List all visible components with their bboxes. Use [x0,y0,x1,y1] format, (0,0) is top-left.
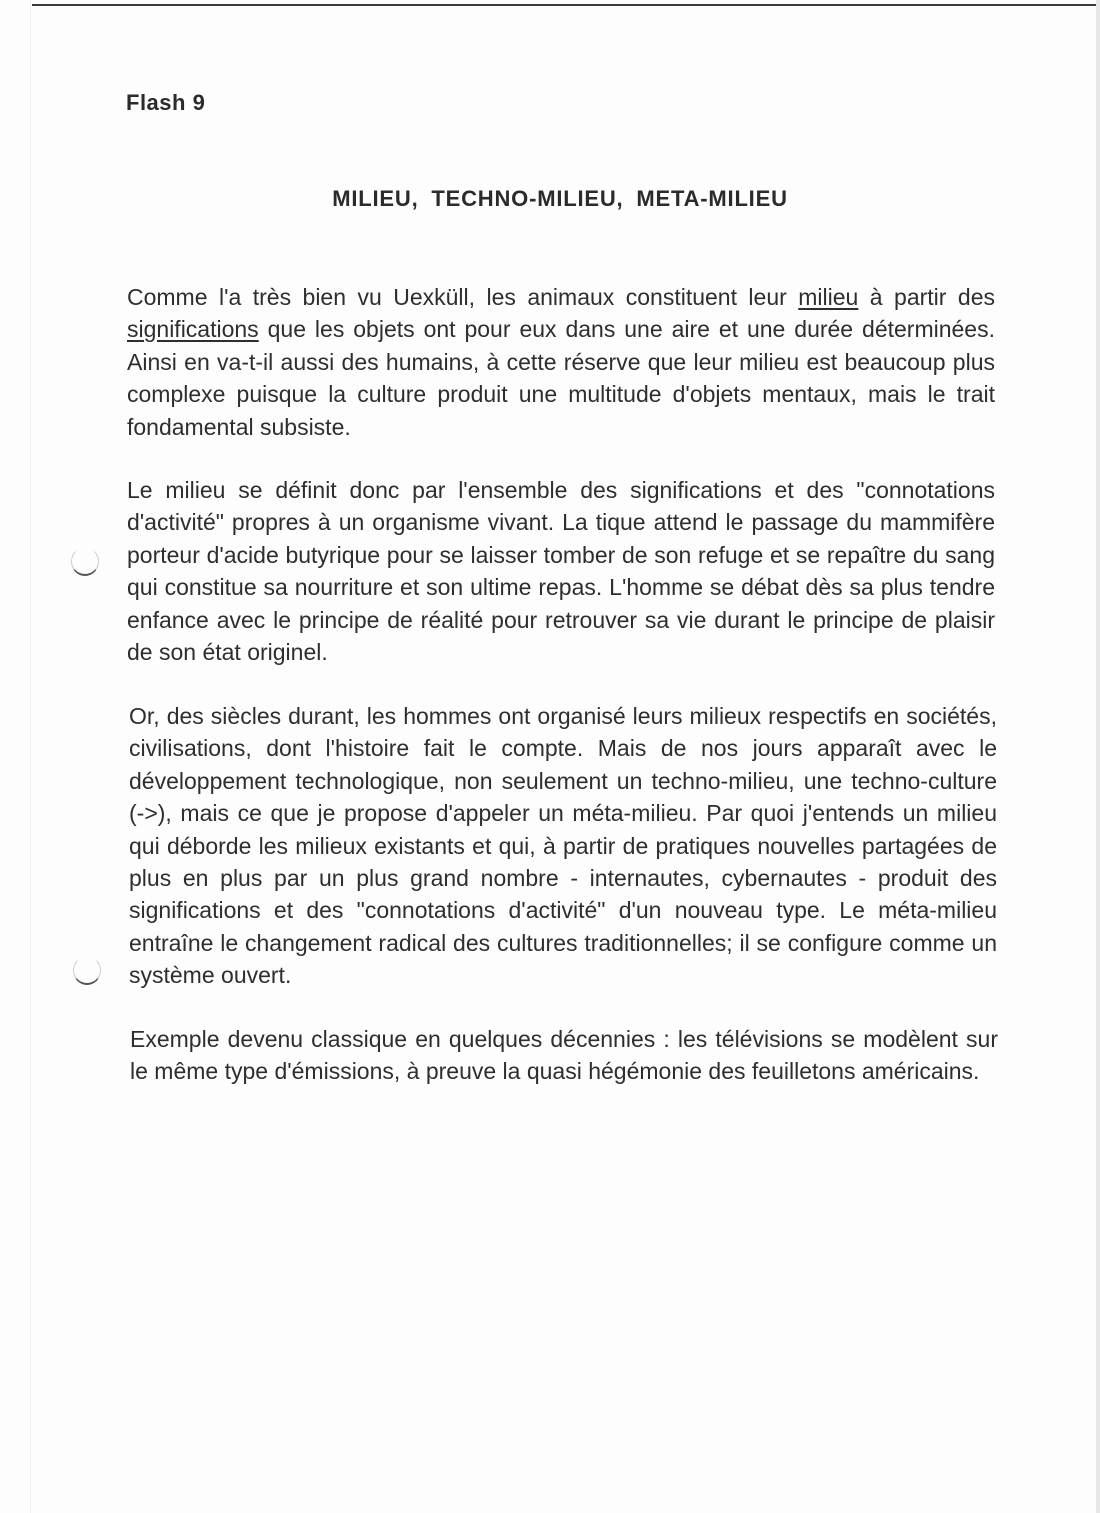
underlined-term-milieu: milieu [798,284,859,310]
paragraph-4: Exemple devenu classique en quelques décennies : les télévisions se modèlent sur le même type d'émissions, à preuve la quasi hégémonie des feuilletons américains. [130,1026,998,1085]
top-border-line [32,4,1100,6]
paragraph-3: Or, des siècles durant, les hommes ont organisé leurs milieux respectifs en sociétés, civilisations, dont l'histoire fait le compte. Mais de nos jours apparaît avec le développement technologique, non seulement un techno-milieu, une techno-culture (->), mais ce que je propose d'appeler un méta-milieu. Par quoi j'entends un milieu qui déborde les milieux existants et qui, à partir de pratiques nouvelles partagées de plus en plus par un plus grand nombre - internautes, cybernautes - produit des significations et des "connotations d'activité" d'un nouveau type. Le méta-milieu entraîne le changement radical des cultures traditionnelles; il se configure comme un système ouvert. [129,703,997,989]
paragraph-1-middle: à partir des [858,284,995,310]
paragraph-1 [127,281,995,443]
paragraph-1-end: que les objets ont pour eux dans une aire et une durée déterminées. Ainsi en va-t-il aussi des humains, à cette réserve que leur milieu est beaucoup plus complexe puisque la culture produit une multitude d'objets mentaux, mais le trait fondamental subsiste. [127,316,995,440]
punch-hole-mark [71,547,99,576]
paragraph-1-start: Comme l'a très bien vu Uexküll, les animaux constituent leur [127,284,799,310]
page-title: MILIEU, TECHNO-MILIEU, META-MILIEU [332,186,788,211]
left-page-edge [30,0,31,1513]
right-page-edge [1096,0,1100,1513]
punch-hole-mark [73,956,101,985]
underlined-term-significations: significations [127,316,259,343]
flash-label: Flash 9 [126,90,206,115]
paragraph-2: Le milieu se définit donc par l'ensemble des significations et des "connotations d'activité" propres à un organisme vivant. La tique attend le passage du mammifère porteur d'acide butyrique pour se laisser tomber de son refuge et se repaître du sang qui constitue sa nourriture et son ultime repas. L'homme se débat dès sa plus tendre enfance avec le principe de réalité pour retrouver sa vie durant le principe de plaisir de son état originel. [127,477,995,666]
